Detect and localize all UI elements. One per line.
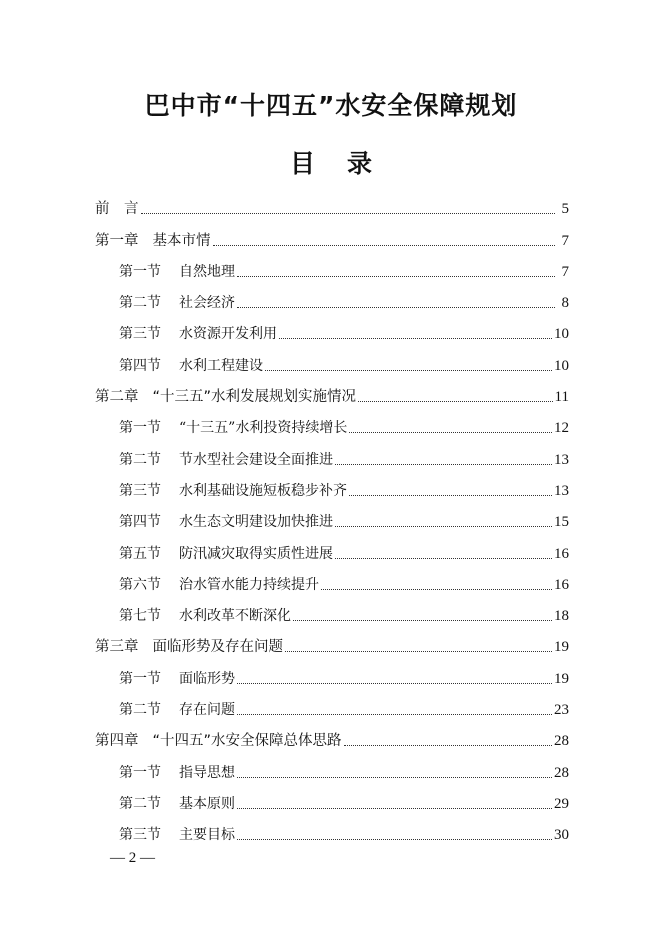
- toc-section-entry[interactable]: [95, 818, 569, 849]
- dot-leader: [237, 682, 552, 684]
- toc-entry-number: 第三节: [119, 482, 161, 499]
- toc-entry-label: [119, 420, 347, 436]
- toc-entry-label: [119, 765, 235, 781]
- toc-page-number: 10: [554, 357, 569, 374]
- toc-page-number: 16: [554, 545, 569, 562]
- toc-page-number: 13: [554, 451, 569, 468]
- toc-entry-label: [119, 546, 333, 562]
- toc-entry-number: 第一节: [119, 263, 161, 280]
- toc-entry-number: 第二节: [119, 702, 161, 719]
- toc-page-number: 19: [554, 670, 569, 687]
- toc-entry-number: 第二章: [95, 389, 139, 406]
- toc-page-number: 16: [554, 576, 569, 593]
- toc-page-number: 7: [561, 232, 569, 249]
- toc-page-number: 19: [554, 639, 569, 656]
- toc-page-number: 15: [554, 514, 569, 531]
- toc-entry-title: 面临形势: [179, 670, 235, 687]
- toc-section-entry[interactable]: [95, 693, 569, 724]
- dot-leader: [293, 619, 552, 621]
- toc-page-number: 5: [561, 201, 569, 218]
- dot-leader: [237, 275, 555, 277]
- toc-entry-label: [119, 608, 291, 624]
- toc-entry-label: [119, 483, 347, 499]
- toc-entry-title: 水利工程建设: [179, 357, 263, 374]
- toc-entry-label: [119, 796, 235, 812]
- dot-leader: [213, 244, 556, 246]
- toc-chapter-entry[interactable]: [95, 630, 569, 661]
- toc-entry-number: 第四节: [119, 514, 161, 531]
- toc-entry-title: “十三五”水利投资持续增长: [179, 420, 348, 437]
- toc-entry-title: “十三五”水利发展规划实施情况: [152, 389, 357, 406]
- toc-entry-number: 第一节: [119, 764, 161, 781]
- toc-page-number: 28: [554, 733, 569, 750]
- toc-section-entry[interactable]: [95, 348, 569, 379]
- toc-entry-number: 第二节: [119, 451, 161, 468]
- toc-page-number: 29: [554, 795, 569, 812]
- toc-preface-entry[interactable]: [95, 192, 569, 223]
- dot-leader: [349, 494, 552, 496]
- toc-heading-char: 录: [347, 149, 373, 178]
- toc-entry-label: [119, 264, 235, 280]
- toc-section-entry[interactable]: [95, 505, 569, 536]
- toc-entry-title: 治水管水能力持续提升: [179, 576, 319, 593]
- toc-entry-label: [95, 233, 211, 249]
- table-of-contents: [95, 192, 569, 849]
- toc-section-entry[interactable]: [95, 599, 569, 630]
- dot-leader: [237, 713, 552, 715]
- toc-entry-number: 前 言: [95, 201, 139, 218]
- toc-entry-number: 第三节: [119, 827, 161, 844]
- toc-entry-title: 社会经济: [179, 295, 235, 312]
- toc-page-number: 13: [554, 482, 569, 499]
- dot-leader: [285, 650, 552, 652]
- toc-section-entry[interactable]: [95, 442, 569, 473]
- toc-section-entry[interactable]: [95, 474, 569, 505]
- toc-entry-number: 第三节: [119, 326, 161, 343]
- toc-entry-title: 自然地理: [179, 263, 235, 280]
- toc-entry-label: [119, 827, 235, 843]
- toc-entry-label: [95, 639, 283, 655]
- toc-entry-number: 第一节: [119, 420, 161, 437]
- toc-entry-title: 面临形势及存在问题: [152, 639, 283, 656]
- dot-leader: [349, 431, 552, 433]
- toc-section-entry[interactable]: [95, 568, 569, 599]
- dot-leader: [141, 212, 556, 214]
- toc-entry-label: [119, 358, 263, 374]
- toc-entry-label: [119, 671, 235, 687]
- toc-entry-title: 水资源开发利用: [179, 326, 277, 343]
- dot-leader: [237, 807, 552, 809]
- toc-entry-number: 第七节: [119, 608, 161, 625]
- dot-leader: [335, 525, 552, 527]
- toc-entry-title: 水利改革不断深化: [179, 608, 291, 625]
- toc-entry-title: 基本原则: [179, 795, 235, 812]
- toc-section-entry[interactable]: [95, 755, 569, 786]
- dot-leader: [358, 400, 553, 402]
- toc-entry-title: 水生态文明建设加快推进: [179, 514, 333, 531]
- page-number-footer: — 2 —: [110, 850, 155, 866]
- toc-section-entry[interactable]: [95, 661, 569, 692]
- toc-entry-number: 第二节: [119, 295, 161, 312]
- toc-entry-number: 第六节: [119, 576, 161, 593]
- toc-entry-label: [95, 389, 356, 405]
- toc-entry-label: [119, 295, 235, 311]
- toc-entry-title: 主要目标: [179, 827, 235, 844]
- toc-section-entry[interactable]: [95, 317, 569, 348]
- toc-page-number: 12: [554, 420, 569, 437]
- toc-section-entry[interactable]: [95, 286, 569, 317]
- toc-entry-title: 存在问题: [179, 702, 235, 719]
- toc-page-number: 23: [554, 702, 569, 719]
- document-title: 巴中市“十四五”水安全保障规划: [144, 91, 518, 120]
- toc-page-number: 30: [554, 827, 569, 844]
- toc-entry-label: [119, 452, 333, 468]
- toc-section-entry[interactable]: [95, 787, 569, 818]
- toc-entry-number: 第五节: [119, 545, 161, 562]
- dot-leader: [237, 838, 552, 840]
- toc-page-number: 28: [554, 764, 569, 781]
- toc-page-number: 7: [561, 263, 569, 280]
- dot-leader: [335, 557, 552, 559]
- toc-heading: [0, 144, 662, 180]
- toc-chapter-entry[interactable]: [95, 724, 569, 755]
- toc-entry-number: 第一章: [95, 232, 139, 249]
- toc-heading-char: 目: [289, 149, 315, 178]
- toc-page-number: 8: [561, 295, 569, 312]
- toc-entry-title: 防汛减灾取得实质性进展: [179, 545, 333, 562]
- toc-entry-label: [95, 201, 139, 217]
- toc-entry-title: 水利基础设施短板稳步补齐: [179, 482, 347, 499]
- toc-entry-number: 第一节: [119, 670, 161, 687]
- toc-section-entry[interactable]: [95, 255, 569, 286]
- toc-page-number: 10: [554, 326, 569, 343]
- dot-leader: [321, 588, 552, 590]
- toc-entry-title: 指导思想: [179, 764, 235, 781]
- toc-entry-number: 第四节: [119, 357, 161, 374]
- toc-chapter-entry[interactable]: [95, 223, 569, 254]
- dot-leader: [237, 776, 552, 778]
- toc-entry-number: 第四章: [95, 733, 139, 750]
- dot-leader: [279, 337, 552, 339]
- dot-leader: [344, 744, 552, 746]
- toc-page-number: 18: [554, 608, 569, 625]
- toc-entry-title: “十四五”水安全保障总体思路: [152, 733, 342, 750]
- toc-entry-label: [119, 702, 235, 718]
- toc-entry-label: [119, 577, 319, 593]
- toc-page-number: 11: [554, 389, 569, 406]
- dot-leader: [335, 463, 552, 465]
- toc-chapter-entry[interactable]: [95, 380, 569, 411]
- toc-entry-number: 第二节: [119, 795, 161, 812]
- toc-entry-number: 第三章: [95, 639, 139, 656]
- toc-entry-title: 节水型社会建设全面推进: [179, 451, 333, 468]
- toc-entry-label: [119, 514, 333, 530]
- toc-entry-title: 基本市情: [152, 232, 211, 249]
- toc-section-entry[interactable]: [95, 536, 569, 567]
- toc-entry-label: [119, 326, 277, 342]
- dot-leader: [237, 306, 555, 308]
- toc-section-entry[interactable]: [95, 411, 569, 442]
- toc-entry-label: [95, 733, 342, 749]
- dot-leader: [265, 369, 552, 371]
